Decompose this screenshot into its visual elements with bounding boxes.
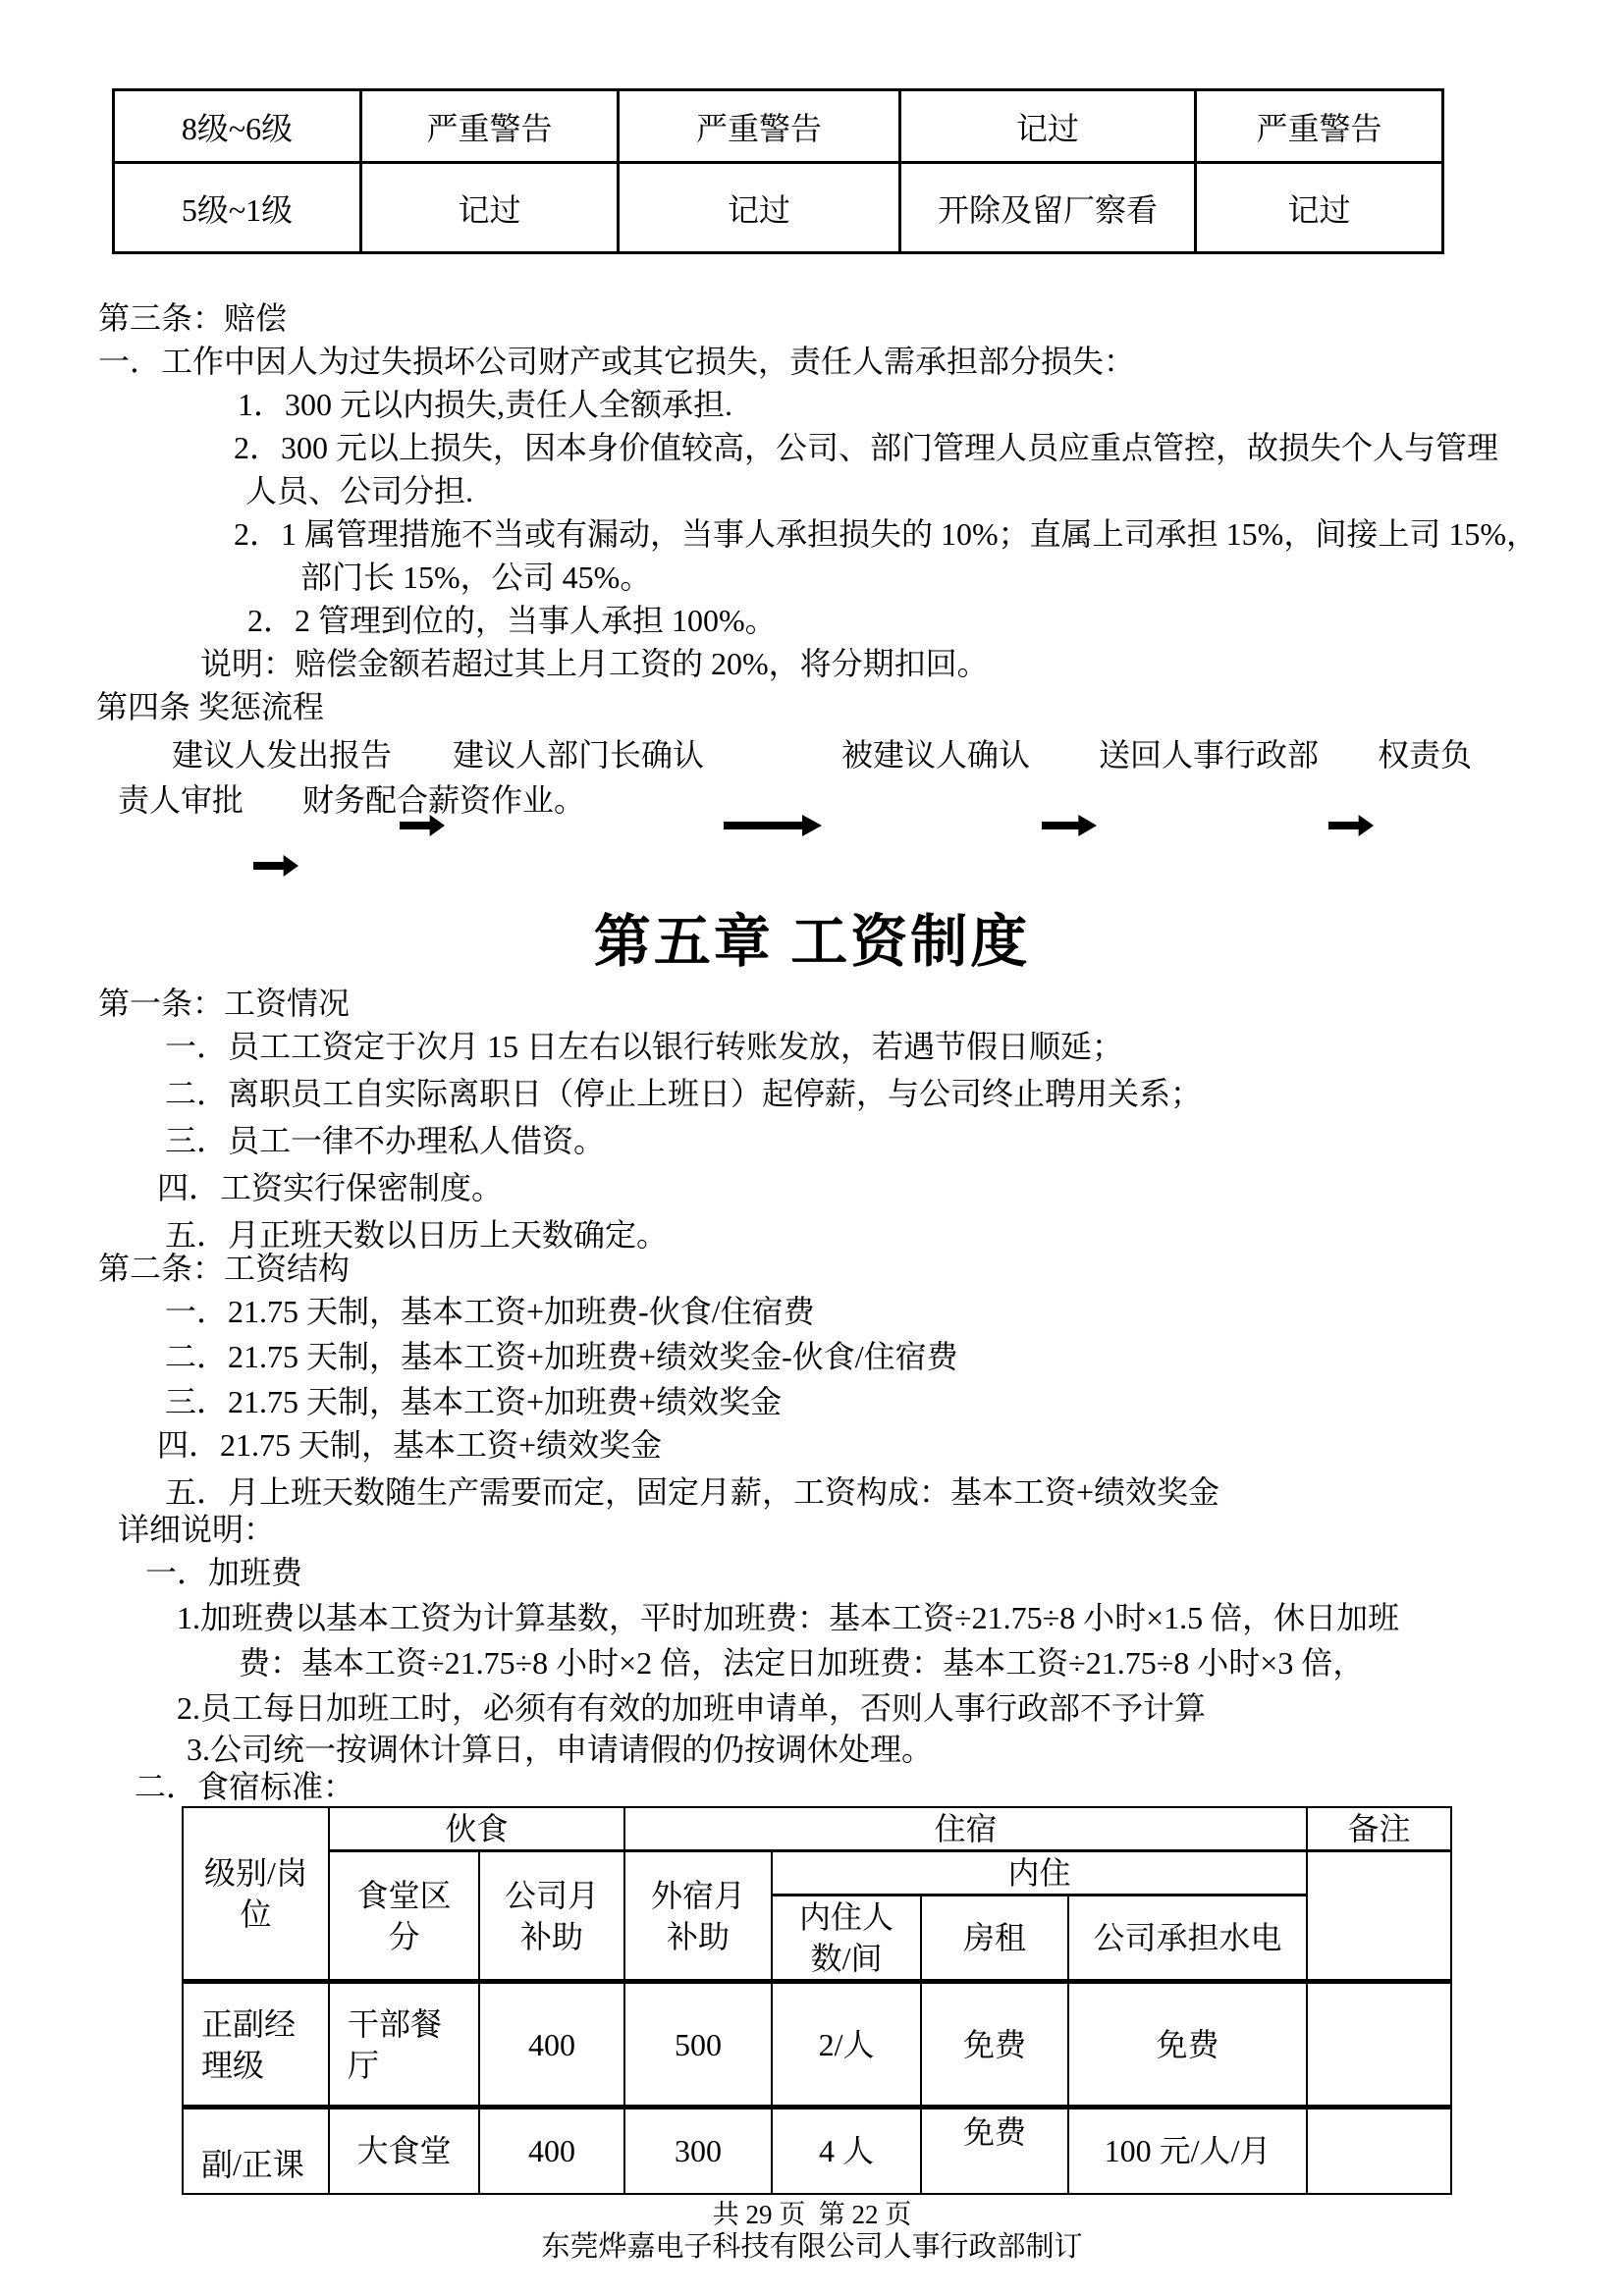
article3-item: 部门长 15%，公司 45%。	[300, 560, 652, 595]
table-row	[183, 1807, 1451, 1851]
table-row	[114, 90, 1443, 163]
header-cell-inside: 内住	[772, 1851, 1307, 1896]
footer-page-info: 共 29 页 第 22 页	[712, 2200, 912, 2229]
article3-item: 人员、公司分担.	[245, 473, 474, 508]
overtime-line: 费：基本工资÷21.75÷8 小时×2 倍，法定日加班费：基本工资÷21.75÷8 小时×3 倍，	[239, 1645, 1365, 1681]
table-cell: 记过	[1196, 163, 1443, 253]
table-row	[114, 163, 1443, 253]
table-cell: 免费	[921, 1982, 1068, 2108]
header-cell-level: 级别/岗位	[183, 1807, 329, 1982]
overtime-line: 3.公司统一按调休计算日，申请请假的仍按调休处理。	[187, 1732, 934, 1767]
flow-arrow-icon	[1328, 742, 1374, 764]
header-cell-outside-subsidy: 外宿月补助	[624, 1851, 772, 1982]
article5-1-item: 二．离职员工自实际离职日（停止上班日）起停薪，与公司终止聘用关系；	[165, 1076, 1203, 1111]
overtime-line: 2.员工每日加班工时，必须有有效的加班申请单，否则人事行政部不予计算	[177, 1690, 1207, 1726]
flow-step: 建议人发出报告	[172, 737, 393, 773]
table-cell: 300	[624, 2108, 772, 2194]
flow-step: 权责负	[1378, 737, 1473, 773]
overtime-title: 一．加班费	[145, 1555, 303, 1590]
footer-issuer: 东莞烨嘉电子科技有限公司人事行政部制订	[541, 2231, 1083, 2263]
table-cell: 400	[479, 2108, 624, 2194]
table-cell: 记过	[900, 90, 1196, 163]
article5-2-item: 二．21.75 天制，基本工资+加班费+绩效奖金-伙食/住宿费	[165, 1339, 958, 1374]
article3-item: 2．1 属管理措施不当或有漏动，当事人承担损失的 10%；直属上司承担 15%，间接上司 15%，	[234, 516, 1538, 552]
table-row	[183, 2108, 1451, 2194]
table-cell: 400	[479, 1982, 624, 2108]
article3-title: 第三条：赔偿	[98, 300, 288, 336]
header-cell-rent: 房租	[921, 1896, 1068, 1982]
article5-1-title: 第一条：工资情况	[98, 986, 351, 1021]
article5-2-title: 第二条：工资结构	[98, 1251, 351, 1286]
overtime-line: 1.加班费以基本工资为计算基数，平时加班费：基本工资÷21.75÷8 小时×1.5 倍，休日加班	[177, 1600, 1400, 1635]
table-cell: 4 人	[772, 2108, 921, 2194]
table-cell	[1307, 1982, 1451, 2108]
article5-2-item: 四．21.75 天制，基本工资+绩效奖金	[157, 1427, 663, 1463]
table-cell: 严重警告	[619, 90, 900, 163]
table-row	[183, 1851, 1451, 1896]
table-cell: 8级~6级	[114, 90, 361, 163]
flow-arrow-icon	[400, 742, 445, 764]
table-cell: 免费	[921, 2108, 1068, 2194]
flow-step: 被建议人确认	[841, 737, 1031, 773]
flow-step: 建议人部门长确认	[453, 737, 705, 773]
table-cell: 大食堂	[329, 2108, 479, 2194]
header-cell-food: 伙食	[329, 1807, 624, 1851]
chapter-title: 第五章 工资制度	[593, 910, 1031, 974]
header-cell-lodging: 住宿	[624, 1807, 1307, 1851]
article5-1-item: 三．员工一律不办理私人借资。	[165, 1123, 606, 1158]
header-cell-remark: 备注	[1307, 1807, 1451, 1851]
article3-item: 1．300 元以内损失,责任人全额承担.	[238, 387, 733, 422]
flow-line-2	[118, 775, 585, 821]
board-lodging-title: 二．食宿标准：	[135, 1769, 355, 1804]
table-cell: 开除及留厂察看	[900, 163, 1196, 253]
flow-step: 送回人事行政部	[1099, 737, 1320, 773]
discipline-table	[112, 88, 1444, 254]
header-cell-food-subsidy: 公司月补助	[479, 1851, 624, 1982]
table-cell: 免费	[1068, 1982, 1307, 2108]
details-title: 详细说明：	[118, 1512, 276, 1547]
table-row	[183, 1982, 1451, 2108]
article5-1-item: 四．工资实行保密制度。	[157, 1170, 504, 1205]
table-cell: 正副经理级	[183, 1982, 329, 2108]
meal-lodging-table	[182, 1806, 1452, 2195]
table-cell: 2/人	[772, 1982, 921, 2108]
table-cell: 干部餐厅	[329, 1982, 479, 2108]
flow-arrow-icon	[253, 782, 298, 804]
flow-step: 责人审批	[118, 782, 244, 818]
article3-item: 2．2 管理到位的，当事人承担 100%。	[247, 603, 777, 638]
header-cell-utilities: 公司承担水电	[1068, 1896, 1307, 1982]
table-cell: 副/正课	[183, 2108, 329, 2194]
header-cell-canteen: 食堂区分	[329, 1851, 479, 1982]
table-cell: 严重警告	[1196, 90, 1443, 163]
table-cell: 记过	[619, 163, 900, 253]
article5-2-item: 一．21.75 天制，基本工资+加班费-伙食/住宿费	[165, 1294, 815, 1329]
table-cell: 100 元/人/月	[1068, 2108, 1307, 2194]
header-cell-inside-people: 内住人数/间	[772, 1896, 921, 1982]
article5-2-item: 五．月上班天数随生产需要而定，固定月薪，工资构成：基本工资+绩效奖金	[165, 1474, 1220, 1510]
article5-2-item: 三．21.75 天制，基本工资+加班费+绩效奖金	[165, 1384, 783, 1419]
flow-arrow-icon	[1042, 742, 1097, 764]
table-cell: 5级~1级	[114, 163, 361, 253]
flow-arrow-icon	[724, 742, 822, 764]
table-cell: 500	[624, 1982, 772, 2108]
article5-1-item: 一．员工工资定于次月 15 日左右以银行转账发放，若遇节假日顺延；	[165, 1029, 1124, 1064]
article3-item: 一．工作中因人为过失损坏公司财产或其它损失，责任人需承担部分损失：	[98, 344, 1136, 379]
flow-line-1	[172, 730, 1472, 775]
article3-note: 说明：赔偿金额若超过其上月工资的 20%，将分期扣回。	[200, 646, 989, 681]
header-cell-remark-empty	[1307, 1851, 1451, 1982]
flow-step: 财务配合薪资作业。	[302, 782, 586, 818]
article5-1-item: 五．月正班天数以日历上天数确定。	[165, 1217, 669, 1253]
article4-title: 第四条 奖惩流程	[96, 689, 325, 724]
article3-item: 2．300 元以上损失，因本身价值较高，公司、部门管理人员应重点管控，故损失个人与管理	[234, 430, 1499, 465]
table-cell: 记过	[361, 163, 619, 253]
table-cell: 严重警告	[361, 90, 619, 163]
table-cell	[1307, 2108, 1451, 2194]
